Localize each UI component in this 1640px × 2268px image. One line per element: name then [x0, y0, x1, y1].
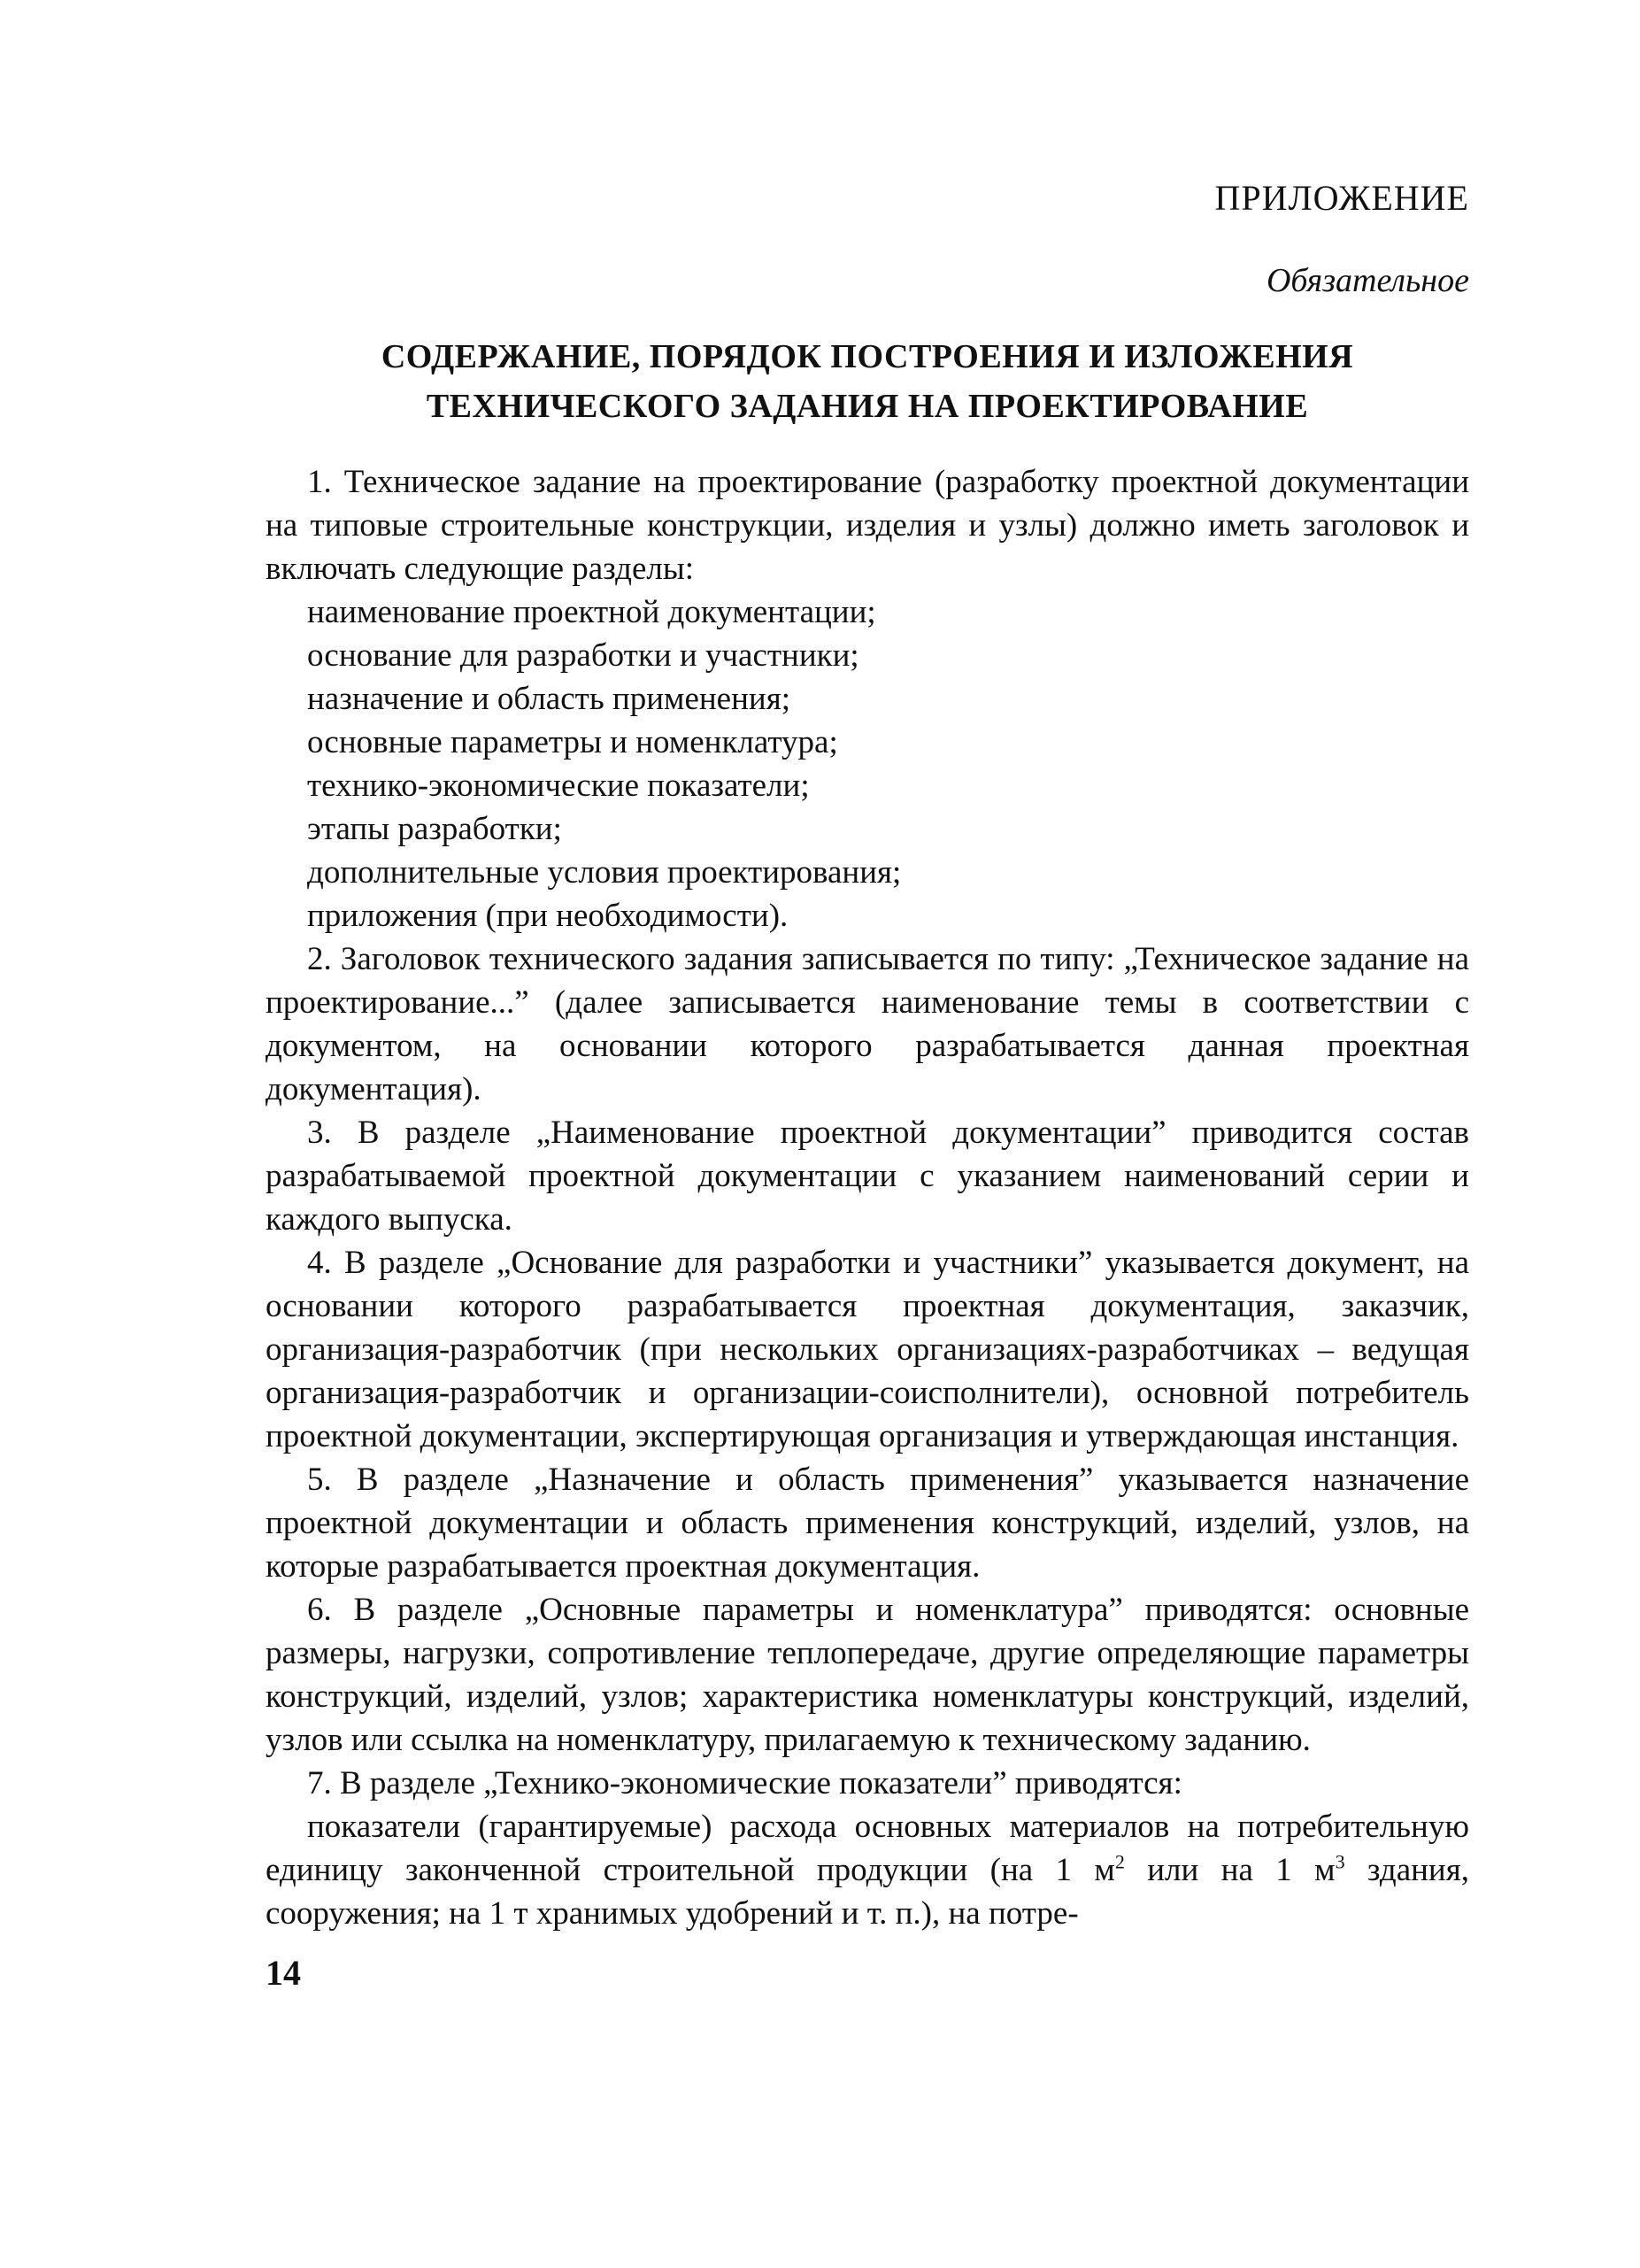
- paragraph-2: 2. Заголовок технического задания записывается по типу: „Техническое задание на проектирование...” (далее записывается наименование темы в соответствии с документом, на основании которого разрабатывается данная проектная документация).: [266, 941, 1469, 1107]
- appendix-label: ПРИЛОЖЕНИЕ: [1214, 178, 1469, 218]
- paragraph-8-start: показатели (гарантируемые) расхода основных материалов на потребительную единицу законченной строительной продукции (на 1 м: [266, 1809, 1469, 1888]
- document-title: [266, 332, 1469, 431]
- paragraph-8: [266, 1805, 1469, 1935]
- title-line-2: ТЕХНИЧЕСКОГО ЗАДАНИЯ НА ПРОЕКТИРОВАНИЕ: [426, 388, 1309, 425]
- paragraph-8-middle: или на 1 м: [1124, 1852, 1336, 1888]
- mandatory-label: Обязательное: [1266, 262, 1469, 299]
- paragraph-4: 4. В разделе „Основание для разработки и участники” указывается документ, на основании которого разрабатывается проектная документация, заказчик, организация-разработчик (при нескольких организациях-разработчиках – ведущая организация-разработчик и организации-соисполнители), основной потребитель проектной документации, экспертирующая организация и утверждающая инстанция.: [266, 1245, 1469, 1454]
- list-item: этапы разработки;: [307, 811, 562, 847]
- paragraph-7: 7. В разделе „Технико-экономические показатели” приводятся:: [307, 1765, 1182, 1801]
- paragraph-1: 1. Техническое задание на проектирование (разработку проектной документации на типовые строительные конструкции, изделия и узлы) должно иметь заголовок и включать следующие разделы:: [266, 464, 1469, 587]
- paragraph-8-end: здания, сооружения; на 1 т хранимых удобрений и т. п.), на потре-: [266, 1852, 1470, 1932]
- page-number: 14: [266, 1953, 301, 1993]
- list-item: основание для разработки и участники;: [307, 637, 859, 674]
- paragraph-5: 5. В разделе „Назначение и область применения” указывается назначение проектной документации и область применения конструкций, изделий, узлов, на которые разрабатывается проектная документация.: [266, 1462, 1469, 1585]
- list-item: технико-экономические показатели;: [307, 768, 810, 804]
- list-item: основные параметры и номенклатура;: [307, 724, 838, 760]
- list-item: дополнительные условия проектирования;: [307, 854, 902, 891]
- superscript-2: 2: [1114, 1850, 1125, 1873]
- document-page: [266, 0, 1469, 2268]
- paragraph-3: 3. В разделе „Наименование проектной документации” приводится состав разрабатываемой проектной документации с указанием наименований серии и каждого выпуска.: [266, 1115, 1469, 1238]
- list-item: назначение и область применения;: [307, 681, 791, 717]
- document-body: [266, 460, 1469, 1935]
- list-item: приложения (при необходимости).: [307, 898, 789, 934]
- sections-list: [266, 590, 1469, 937]
- superscript-3: 3: [1335, 1850, 1345, 1873]
- paragraph-6: 6. В разделе „Основные параметры и номенклатура” приводятся: основные размеры, нагрузки, сопротивление теплопередаче, другие определяющие параметры конструкций, изделий, узлов; характеристика номенклатуры конструкций, изделий, узлов или ссылка на номенклатуру, прилагаемую к техническому заданию.: [266, 1592, 1469, 1758]
- title-line-1: СОДЕРЖАНИЕ, ПОРЯДОК ПОСТРОЕНИЯ И ИЗЛОЖЕНИЯ: [381, 338, 1354, 375]
- list-item: наименование проектной документации;: [307, 594, 876, 630]
